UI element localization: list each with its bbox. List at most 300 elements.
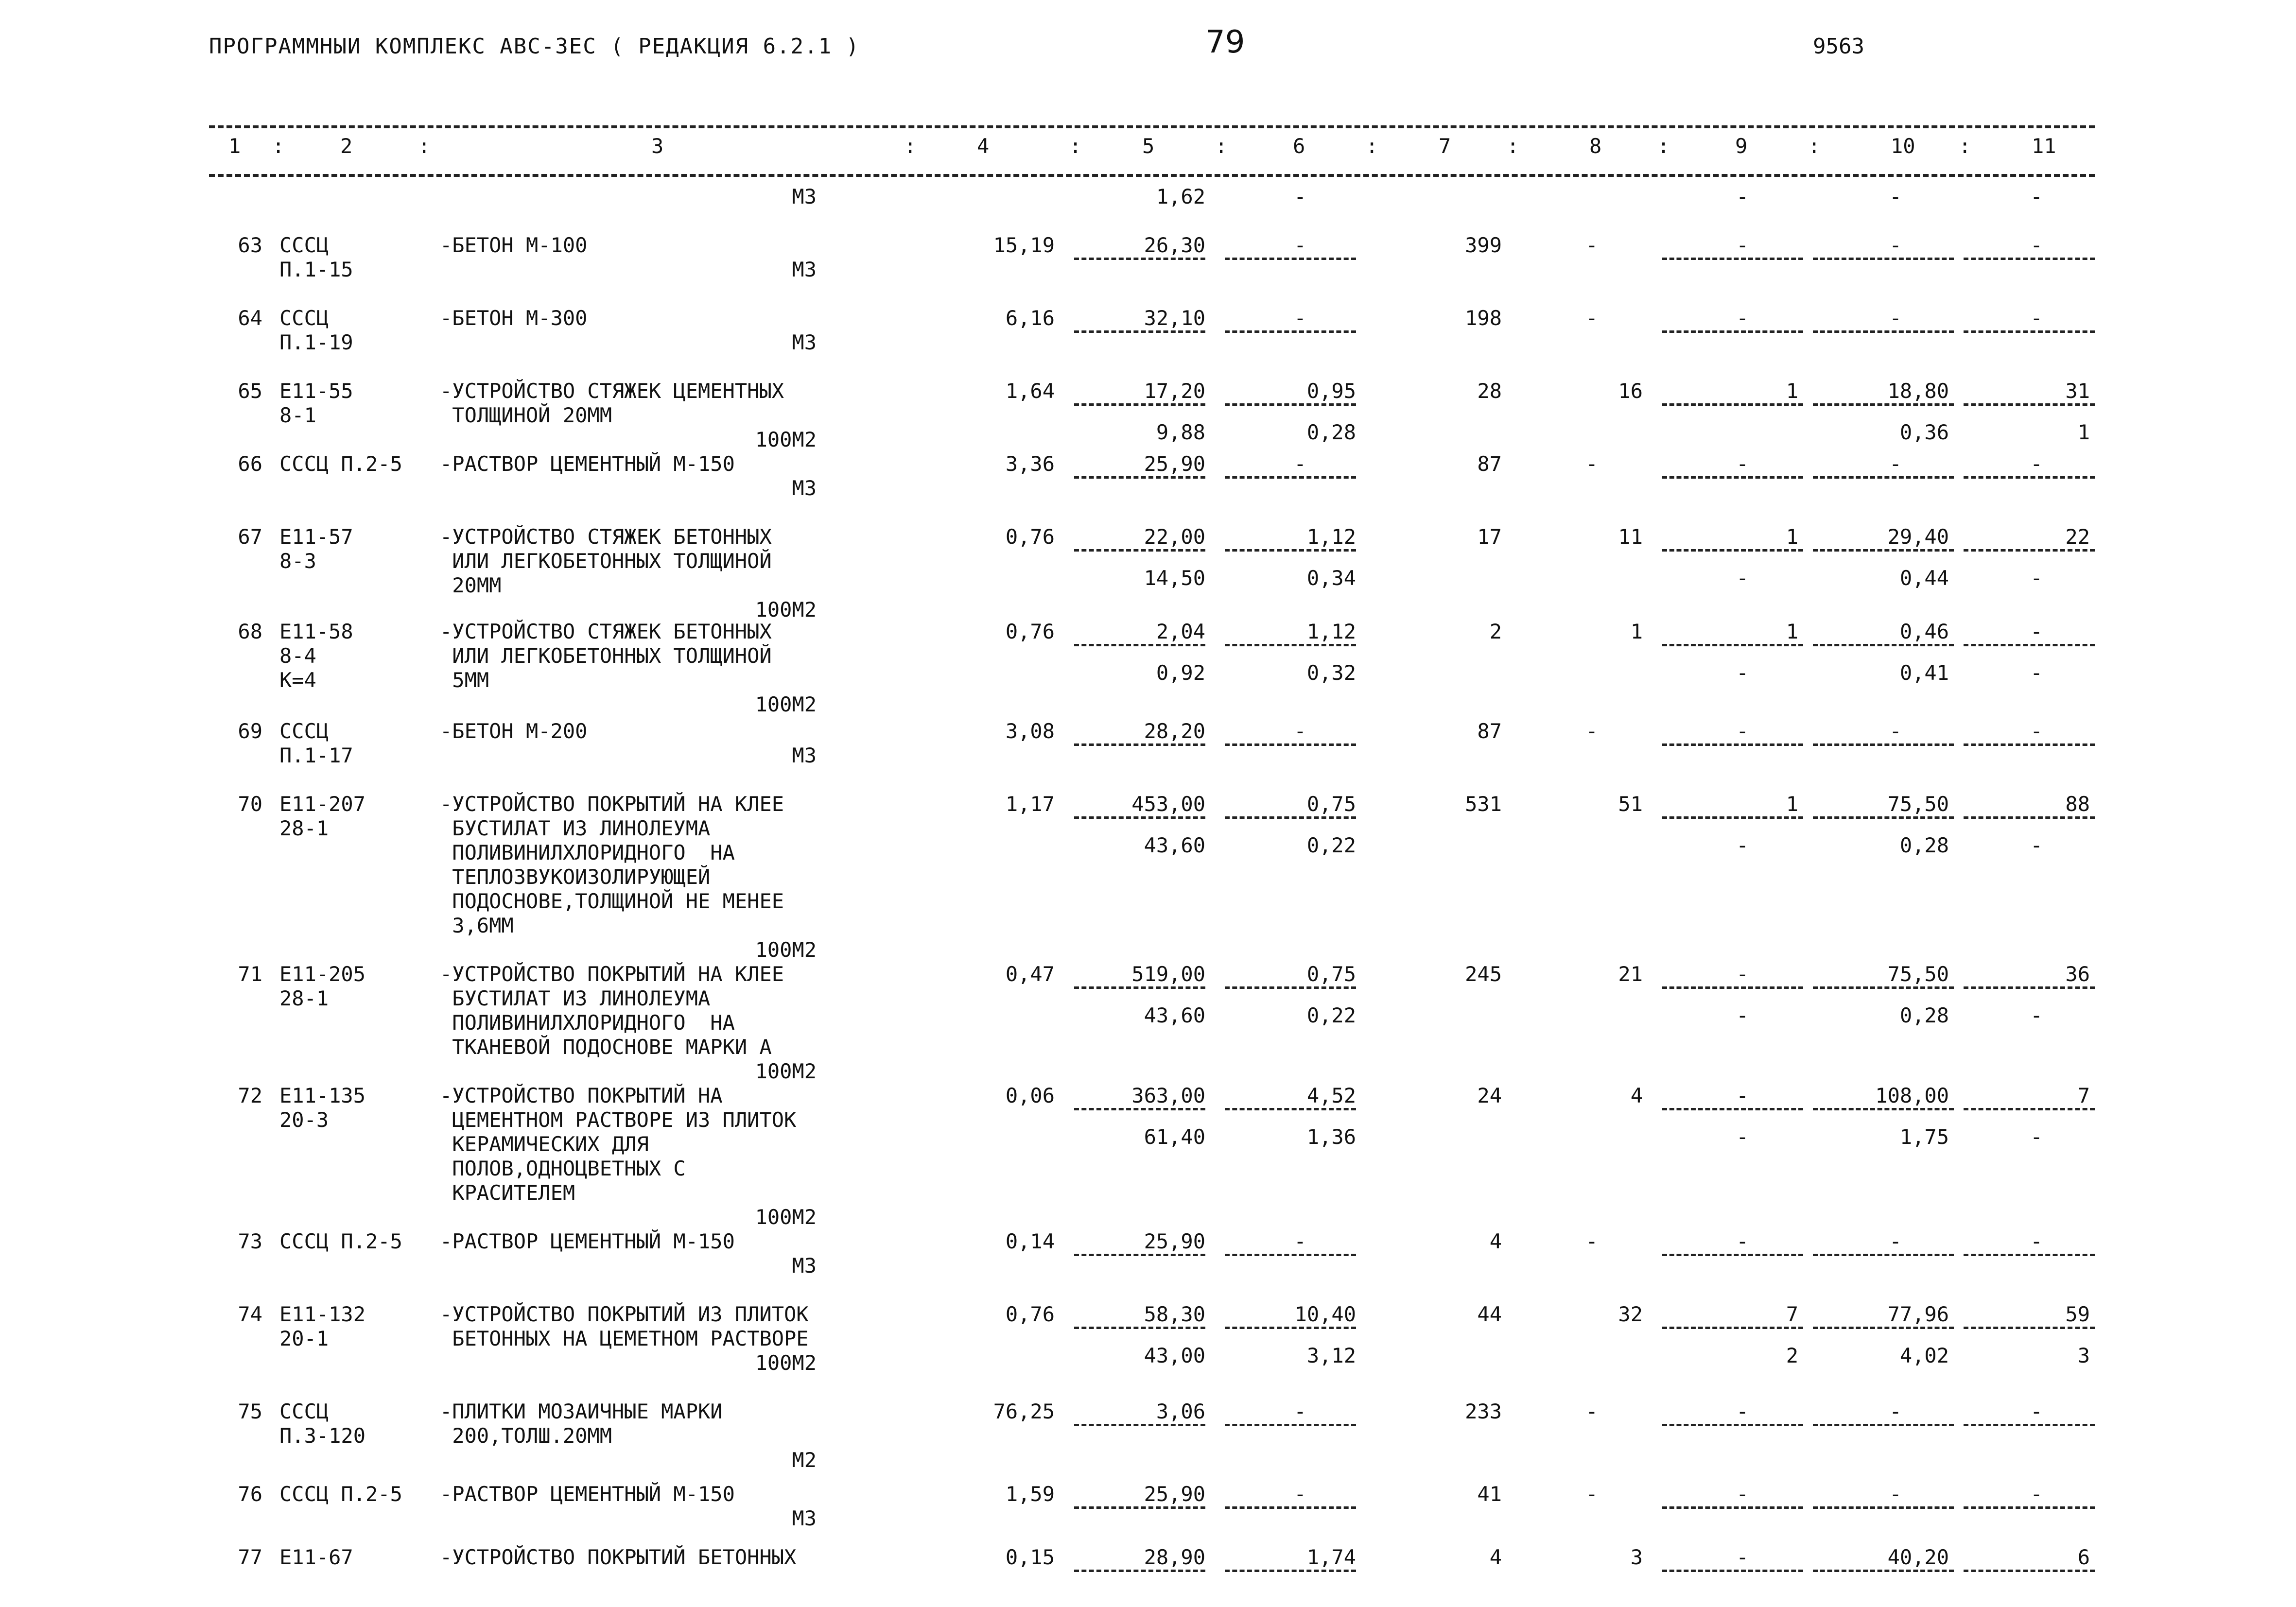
cell-divider bbox=[1225, 816, 1356, 819]
unit: 100М2 bbox=[755, 598, 817, 622]
col9-part: - bbox=[1736, 1003, 1749, 1027]
cell-divider bbox=[1813, 644, 1954, 646]
norm-code: 28-1 bbox=[279, 816, 329, 840]
work-description: -ПЛИТКИ МОЗАИЧНЫЕ МАРКИ bbox=[440, 1400, 723, 1423]
col9-part: - bbox=[1736, 566, 1749, 590]
col9: - bbox=[1736, 306, 1749, 330]
work-description: ТКАНЕВОЙ ПОДОСНОВЕ МАРКИ А bbox=[440, 1035, 772, 1059]
unit: М3 bbox=[792, 476, 817, 500]
norm-code: СССЦ П.2-5 bbox=[279, 1229, 402, 1253]
unit: М3 bbox=[792, 185, 817, 208]
col9: 1 bbox=[1786, 620, 1798, 643]
cell-divider bbox=[1225, 986, 1356, 989]
cell-divider bbox=[1813, 258, 1954, 260]
norm-code: Е11-57 bbox=[279, 525, 353, 549]
col6-machines: - bbox=[1294, 1400, 1306, 1423]
cell-divider bbox=[1225, 743, 1356, 746]
col4-quantity: 1,17 bbox=[1005, 792, 1055, 816]
col10-labor: - bbox=[1889, 452, 1902, 476]
col8-wages: - bbox=[1585, 1482, 1598, 1506]
cell-divider bbox=[1662, 1254, 1803, 1256]
col8-wages: 21 bbox=[1618, 962, 1643, 986]
work-description: -БЕТОН М-100 bbox=[440, 233, 588, 257]
col6-machines: 1,12 bbox=[1306, 620, 1356, 643]
norm-code: СССЦ bbox=[279, 233, 329, 257]
cell-divider bbox=[1225, 476, 1356, 479]
col7-total: 233 bbox=[1465, 1400, 1502, 1423]
col11: 88 bbox=[2065, 792, 2090, 816]
cell-divider bbox=[1964, 549, 2095, 552]
col5-wage-part: 9,88 bbox=[1156, 420, 1205, 444]
cell-divider bbox=[1813, 1570, 1954, 1572]
cell-divider bbox=[1074, 1327, 1205, 1329]
table-header-rule bbox=[209, 174, 2095, 177]
col10-part: 0,36 bbox=[1899, 420, 1949, 444]
work-description: ПОДОСНОВЕ,ТОЛЩИНОЙ НЕ МЕНЕЕ bbox=[440, 889, 784, 913]
col6-machines: 1,12 bbox=[1306, 525, 1356, 549]
norm-code: Е11-58 bbox=[279, 620, 353, 643]
work-description: -УСТРОЙСТВО ПОКРЫТИЙ ИЗ ПЛИТОК bbox=[440, 1302, 809, 1326]
col5-wage-part: 43,60 bbox=[1144, 1003, 1205, 1027]
work-description: ИЛИ ЛЕГКОБЕТОННЫХ ТОЛЩИНОЙ bbox=[440, 644, 772, 668]
cell-divider bbox=[1074, 644, 1205, 646]
cell-divider bbox=[1813, 330, 1954, 333]
cell-divider bbox=[1074, 816, 1205, 819]
col8-wages: - bbox=[1585, 719, 1598, 743]
cell-divider bbox=[1813, 1424, 1954, 1426]
cell-divider bbox=[1074, 1570, 1205, 1572]
item-number: 71 bbox=[238, 962, 262, 986]
col5-price: 28,90 bbox=[1144, 1545, 1205, 1569]
table-top-rule bbox=[209, 125, 2095, 128]
col9: - bbox=[1736, 1545, 1749, 1569]
col10-part: 0,28 bbox=[1899, 833, 1949, 857]
cell-divider bbox=[1813, 1108, 1954, 1110]
cell-divider bbox=[1964, 986, 2095, 989]
col5-price: 453,00 bbox=[1131, 792, 1205, 816]
col5-price: 58,30 bbox=[1144, 1302, 1205, 1326]
col4-quantity: 1,59 bbox=[1005, 1482, 1055, 1506]
norm-code: П.3-120 bbox=[279, 1424, 366, 1448]
work-description: 200,ТОЛШ.20ММ bbox=[440, 1424, 612, 1448]
col9: - bbox=[1736, 1400, 1749, 1423]
cell-divider bbox=[1964, 644, 2095, 646]
work-description: -БЕТОН М-200 bbox=[440, 719, 588, 743]
norm-code: 8-1 bbox=[279, 403, 316, 427]
norm-code: Е11-132 bbox=[279, 1302, 366, 1326]
cell-divider bbox=[1813, 1327, 1954, 1329]
col10-part: 1,75 bbox=[1899, 1125, 1949, 1149]
col9: 1 bbox=[1786, 792, 1798, 816]
col8-wages: 11 bbox=[1618, 525, 1643, 549]
work-description: БУСТИЛАТ ИЗ ЛИНОЛЕУМА bbox=[440, 986, 711, 1010]
unit: М3 bbox=[792, 330, 817, 354]
cell-divider bbox=[1074, 1506, 1205, 1509]
col9: 1 bbox=[1786, 379, 1798, 403]
work-description: ТЕПЛОЗВУКОИЗОЛИРУЮЩЕЙ bbox=[440, 865, 711, 889]
col5-wage-part: 14,50 bbox=[1144, 566, 1205, 590]
column-header-7: 7 bbox=[1439, 134, 1451, 158]
norm-code: 8-3 bbox=[279, 549, 316, 573]
cell-divider bbox=[1225, 1327, 1356, 1329]
col10-labor: - bbox=[1889, 719, 1902, 743]
col4-quantity: 15,19 bbox=[993, 233, 1055, 257]
norm-code: Е11-205 bbox=[279, 962, 366, 986]
cell-divider bbox=[1074, 986, 1205, 989]
col11: - bbox=[2030, 719, 2043, 743]
cell-divider bbox=[1964, 1254, 2095, 1256]
col6-wage-part: 0,34 bbox=[1306, 566, 1356, 590]
col7-total: 24 bbox=[1477, 1084, 1502, 1107]
col10-part: 0,41 bbox=[1899, 661, 1949, 685]
col5-wage-part: 43,60 bbox=[1144, 833, 1205, 857]
cell-divider bbox=[1074, 1108, 1205, 1110]
col7-total: 4 bbox=[1489, 1545, 1502, 1569]
cell-divider bbox=[1662, 476, 1803, 479]
col6-machines: - bbox=[1294, 185, 1306, 208]
cell-divider bbox=[1964, 743, 2095, 746]
column-separator: : bbox=[1215, 134, 1228, 158]
item-number: 77 bbox=[238, 1545, 262, 1569]
cell-divider bbox=[1662, 1327, 1803, 1329]
col10-labor: 40,20 bbox=[1887, 1545, 1949, 1569]
col8-wages: 16 bbox=[1618, 379, 1643, 403]
item-number: 68 bbox=[238, 620, 262, 643]
column-header-6: 6 bbox=[1293, 134, 1305, 158]
work-description: БЕТОННЫХ НА ЦЕМЕТНОМ РАСТВОРЕ bbox=[440, 1327, 809, 1350]
cell-divider bbox=[1964, 1424, 2095, 1426]
cell-divider bbox=[1964, 403, 2095, 406]
col11: 31 bbox=[2065, 379, 2090, 403]
col8-wages: 1 bbox=[1630, 620, 1643, 643]
col7-total: 44 bbox=[1477, 1302, 1502, 1326]
col9: 7 bbox=[1786, 1302, 1798, 1326]
col4-quantity: 0,76 bbox=[1005, 1302, 1055, 1326]
col6-wage-part: 0,32 bbox=[1306, 661, 1356, 685]
column-separator: : bbox=[1366, 134, 1378, 158]
cell-divider bbox=[1662, 1506, 1803, 1509]
norm-code: Е11-67 bbox=[279, 1545, 353, 1569]
item-number: 69 bbox=[238, 719, 262, 743]
work-description: -БЕТОН М-300 bbox=[440, 306, 588, 330]
column-separator: : bbox=[418, 134, 431, 158]
col5-price: 25,90 bbox=[1144, 1229, 1205, 1253]
norm-code: 28-1 bbox=[279, 986, 329, 1010]
cell-divider bbox=[1813, 743, 1954, 746]
cell-divider bbox=[1225, 1506, 1356, 1509]
col8-wages: - bbox=[1585, 1229, 1598, 1253]
col10-labor: - bbox=[1889, 1400, 1902, 1423]
column-separator: : bbox=[272, 134, 285, 158]
col10-labor: - bbox=[1889, 185, 1902, 208]
work-description: ПОЛОВ,ОДНОЦВЕТНЫХ С bbox=[440, 1157, 686, 1180]
cell-divider bbox=[1225, 1254, 1356, 1256]
col11: 7 bbox=[2077, 1084, 2090, 1107]
col10-labor: 77,96 bbox=[1887, 1302, 1949, 1326]
col6-machines: - bbox=[1294, 1229, 1306, 1253]
unit: М2 bbox=[792, 1448, 817, 1472]
item-number: 63 bbox=[238, 233, 262, 257]
work-description: -РАСТВОР ЦЕМЕНТНЫЙ М-150 bbox=[440, 452, 735, 476]
cell-divider bbox=[1662, 743, 1803, 746]
col10-labor: - bbox=[1889, 1482, 1902, 1506]
column-header-10: 10 bbox=[1891, 134, 1915, 158]
col6-machines: - bbox=[1294, 233, 1306, 257]
cell-divider bbox=[1074, 258, 1205, 260]
col11: - bbox=[2030, 1229, 2043, 1253]
col9: - bbox=[1736, 1482, 1749, 1506]
cell-divider bbox=[1225, 258, 1356, 260]
col4-quantity: 0,14 bbox=[1005, 1229, 1055, 1253]
col10-labor: 0,46 bbox=[1899, 620, 1949, 643]
item-number: 76 bbox=[238, 1482, 262, 1506]
work-description: 5ММ bbox=[440, 668, 489, 692]
col4-quantity: 0,15 bbox=[1005, 1545, 1055, 1569]
item-number: 74 bbox=[238, 1302, 262, 1326]
col9-part: - bbox=[1736, 833, 1749, 857]
col11: - bbox=[2030, 620, 2043, 643]
cell-divider bbox=[1964, 476, 2095, 479]
cell-divider bbox=[1964, 1108, 2095, 1110]
col11: - bbox=[2030, 1482, 2043, 1506]
col5-price: 25,90 bbox=[1144, 452, 1205, 476]
work-description: -УСТРОЙСТВО ПОКРЫТИЙ НА КЛЕЕ bbox=[440, 962, 784, 986]
item-number: 66 bbox=[238, 452, 262, 476]
col6-wage-part: 3,12 bbox=[1306, 1344, 1356, 1367]
norm-code: Е11-207 bbox=[279, 792, 366, 816]
col11-part: - bbox=[2030, 833, 2043, 857]
norm-code: СССЦ bbox=[279, 1400, 329, 1423]
column-separator: : bbox=[904, 134, 917, 158]
cell-divider bbox=[1813, 476, 1954, 479]
cell-divider bbox=[1964, 1570, 2095, 1572]
col9: - bbox=[1736, 1084, 1749, 1107]
col10-part: 0,28 bbox=[1899, 1003, 1949, 1027]
col4-quantity: 3,08 bbox=[1005, 719, 1055, 743]
col9-part: - bbox=[1736, 1125, 1749, 1149]
cell-divider bbox=[1662, 1108, 1803, 1110]
col4-quantity: 0,76 bbox=[1005, 525, 1055, 549]
column-header-8: 8 bbox=[1589, 134, 1602, 158]
work-description: ЦЕМЕНТНОМ РАСТВОРЕ ИЗ ПЛИТОК bbox=[440, 1108, 797, 1132]
col9: - bbox=[1736, 1229, 1749, 1253]
cell-divider bbox=[1813, 1254, 1954, 1256]
col9: - bbox=[1736, 233, 1749, 257]
cell-divider bbox=[1225, 644, 1356, 646]
col6-machines: 1,74 bbox=[1306, 1545, 1356, 1569]
col7-total: 87 bbox=[1477, 719, 1502, 743]
work-description: -УСТРОЙСТВО СТЯЖЕК БЕТОННЫХ bbox=[440, 525, 772, 549]
work-description: -УСТРОЙСТВО ПОКРЫТИЙ НА КЛЕЕ bbox=[440, 792, 784, 816]
cell-divider bbox=[1964, 1506, 2095, 1509]
col6-machines: 10,40 bbox=[1294, 1302, 1356, 1326]
unit: 100М2 bbox=[755, 428, 817, 451]
col8-wages: - bbox=[1585, 1400, 1598, 1423]
cell-divider bbox=[1662, 403, 1803, 406]
col6-machines: - bbox=[1294, 719, 1306, 743]
work-description: БУСТИЛАТ ИЗ ЛИНОЛЕУМА bbox=[440, 816, 711, 840]
col9: - bbox=[1736, 719, 1749, 743]
norm-code: П.1-15 bbox=[279, 258, 353, 281]
col6-machines: - bbox=[1294, 306, 1306, 330]
col4-quantity: 0,47 bbox=[1005, 962, 1055, 986]
col5-price: 26,30 bbox=[1144, 233, 1205, 257]
item-number: 67 bbox=[238, 525, 262, 549]
col7-total: 17 bbox=[1477, 525, 1502, 549]
col11-part: 3 bbox=[2077, 1344, 2090, 1367]
column-header-3: 3 bbox=[651, 134, 664, 158]
col5-price: 2,04 bbox=[1156, 620, 1205, 643]
col5-price: 17,20 bbox=[1144, 379, 1205, 403]
col10-part: 4,02 bbox=[1899, 1344, 1949, 1367]
cell-divider bbox=[1074, 1254, 1205, 1256]
norm-code: Е11-55 bbox=[279, 379, 353, 403]
norm-code: Е11-135 bbox=[279, 1084, 366, 1107]
cell-divider bbox=[1662, 549, 1803, 552]
col5-price: 519,00 bbox=[1131, 962, 1205, 986]
col7-total: 245 bbox=[1465, 962, 1502, 986]
page-number: 79 bbox=[1205, 24, 1245, 60]
col5-price: 25,90 bbox=[1144, 1482, 1205, 1506]
col5-price: 363,00 bbox=[1131, 1084, 1205, 1107]
col11-part: - bbox=[2030, 566, 2043, 590]
cell-divider bbox=[1813, 986, 1954, 989]
col6-machines: - bbox=[1294, 452, 1306, 476]
col4-quantity: 3,36 bbox=[1005, 452, 1055, 476]
col11: - bbox=[2030, 185, 2043, 208]
norm-code: СССЦ П.2-5 bbox=[279, 452, 402, 476]
col5-wage-part: 61,40 bbox=[1144, 1125, 1205, 1149]
work-description: -УСТРОЙСТВО СТЯЖЕК ЦЕМЕНТНЫХ bbox=[440, 379, 784, 403]
col10-labor: 18,80 bbox=[1887, 379, 1949, 403]
column-separator: : bbox=[1069, 134, 1082, 158]
cell-divider bbox=[1813, 1506, 1954, 1509]
col9-part: 2 bbox=[1786, 1344, 1798, 1367]
unit: М3 bbox=[792, 1254, 817, 1278]
col11: - bbox=[2030, 452, 2043, 476]
program-title: ПРОГРАММНЫИ КОМПЛЕКС АВС-3ЕС ( РЕДАКЦИЯ 6.2.1 ) bbox=[209, 34, 860, 59]
col4-quantity: 0,06 bbox=[1005, 1084, 1055, 1107]
col10-labor: - bbox=[1889, 306, 1902, 330]
cell-divider bbox=[1964, 1327, 2095, 1329]
work-description: ПОЛИВИНИЛХЛОРИДНОГО НА bbox=[440, 1011, 735, 1035]
col10-labor: - bbox=[1889, 1229, 1902, 1253]
col10-labor: 108,00 bbox=[1875, 1084, 1949, 1107]
col6-machines: 0,95 bbox=[1306, 379, 1356, 403]
item-number: 65 bbox=[238, 379, 262, 403]
work-description: ПОЛИВИНИЛХЛОРИДНОГО НА bbox=[440, 841, 735, 864]
col6-machines: 0,75 bbox=[1306, 792, 1356, 816]
col11: - bbox=[2030, 1400, 2043, 1423]
norm-code: П.1-19 bbox=[279, 330, 353, 354]
column-header-2: 2 bbox=[340, 134, 353, 158]
col11: - bbox=[2030, 233, 2043, 257]
item-number: 70 bbox=[238, 792, 262, 816]
work-description: -РАСТВОР ЦЕМЕНТНЫЙ М-150 bbox=[440, 1482, 735, 1506]
norm-code: СССЦ П.2-5 bbox=[279, 1482, 402, 1506]
cell-divider bbox=[1074, 403, 1205, 406]
cell-divider bbox=[1074, 743, 1205, 746]
col11-part: 1 bbox=[2077, 420, 2090, 444]
col11: - bbox=[2030, 306, 2043, 330]
cell-divider bbox=[1813, 816, 1954, 819]
cell-divider bbox=[1662, 330, 1803, 333]
col5-wage-part: 43,00 bbox=[1144, 1344, 1205, 1367]
work-description: -РАСТВОР ЦЕМЕНТНЫЙ М-150 bbox=[440, 1229, 735, 1253]
cell-divider bbox=[1074, 330, 1205, 333]
column-separator: : bbox=[1808, 134, 1821, 158]
col7-total: 531 bbox=[1465, 792, 1502, 816]
col4-quantity: 6,16 bbox=[1005, 306, 1055, 330]
cell-divider bbox=[1662, 986, 1803, 989]
work-description: ТОЛЩИНОЙ 20ММ bbox=[440, 403, 612, 427]
col10-part: 0,44 bbox=[1899, 566, 1949, 590]
cell-divider bbox=[1662, 816, 1803, 819]
col4-quantity: 0,76 bbox=[1005, 620, 1055, 643]
work-description: КРАСИТЕЛЕМ bbox=[440, 1181, 575, 1205]
norm-code: П.1-17 bbox=[279, 743, 353, 767]
col8-wages: - bbox=[1585, 452, 1598, 476]
norm-code: СССЦ bbox=[279, 306, 329, 330]
col9: - bbox=[1736, 962, 1749, 986]
cell-divider bbox=[1074, 549, 1205, 552]
col5-price: 1,62 bbox=[1156, 185, 1205, 208]
work-description: ИЛИ ЛЕГКОБЕТОННЫХ ТОЛЩИНОЙ bbox=[440, 549, 772, 573]
norm-code: К=4 bbox=[279, 668, 316, 692]
col6-machines: - bbox=[1294, 1482, 1306, 1506]
col8-wages: - bbox=[1585, 306, 1598, 330]
col7-total: 28 bbox=[1477, 379, 1502, 403]
cell-divider bbox=[1225, 330, 1356, 333]
col6-wage-part: 0,22 bbox=[1306, 1003, 1356, 1027]
col10-labor: 75,50 bbox=[1887, 792, 1949, 816]
col11-part: - bbox=[2030, 1125, 2043, 1149]
col9: - bbox=[1736, 185, 1749, 208]
col8-wages: 4 bbox=[1630, 1084, 1643, 1107]
col7-total: 4 bbox=[1489, 1229, 1502, 1253]
col6-wage-part: 1,36 bbox=[1306, 1125, 1356, 1149]
cell-divider bbox=[1964, 816, 2095, 819]
col11-part: - bbox=[2030, 1003, 2043, 1027]
item-number: 73 bbox=[238, 1229, 262, 1253]
column-header-5: 5 bbox=[1142, 134, 1155, 158]
work-description: -УСТРОЙСТВО ПОКРЫТИЙ НА bbox=[440, 1084, 723, 1107]
col11-part: - bbox=[2030, 661, 2043, 685]
cell-divider bbox=[1225, 1108, 1356, 1110]
work-description: -УСТРОЙСТВО СТЯЖЕК БЕТОННЫХ bbox=[440, 620, 772, 643]
cell-divider bbox=[1662, 644, 1803, 646]
item-number: 75 bbox=[238, 1400, 262, 1423]
work-description: КЕРАМИЧЕСКИХ ДЛЯ bbox=[440, 1132, 649, 1156]
col9: - bbox=[1736, 452, 1749, 476]
column-header-4: 4 bbox=[977, 134, 990, 158]
unit: 100М2 bbox=[755, 938, 817, 962]
col9: 1 bbox=[1786, 525, 1798, 549]
work-description: -УСТРОЙСТВО ПОКРЫТИЙ БЕТОННЫХ bbox=[440, 1545, 797, 1569]
col8-wages: - bbox=[1585, 233, 1598, 257]
cell-divider bbox=[1662, 1570, 1803, 1572]
cell-divider bbox=[1225, 1570, 1356, 1572]
col5-price: 32,10 bbox=[1144, 306, 1205, 330]
unit: М3 bbox=[792, 743, 817, 767]
col5-wage-part: 0,92 bbox=[1156, 661, 1205, 685]
cell-divider bbox=[1225, 1424, 1356, 1426]
column-separator: : bbox=[1507, 134, 1519, 158]
cell-divider bbox=[1662, 258, 1803, 260]
col4-quantity: 76,25 bbox=[993, 1400, 1055, 1423]
item-number: 72 bbox=[238, 1084, 262, 1107]
item-number: 64 bbox=[238, 306, 262, 330]
